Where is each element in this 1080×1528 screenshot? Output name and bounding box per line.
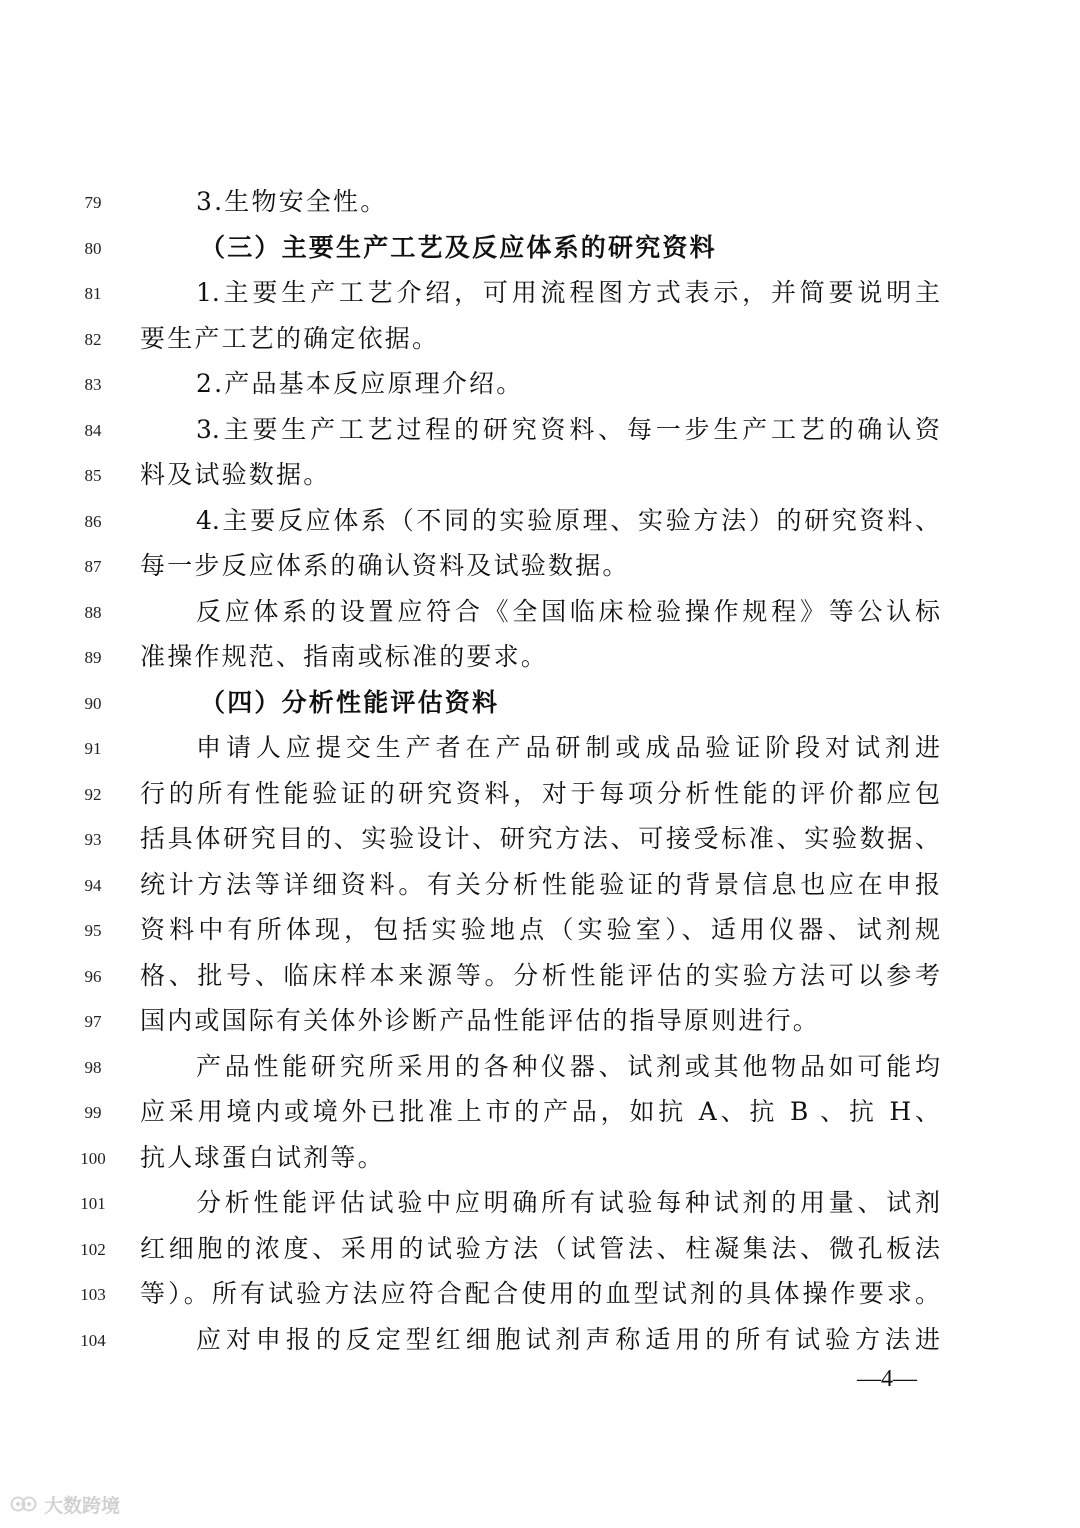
line-text: 要生产工艺的确定依据。 <box>140 324 440 353</box>
line-number: 104 <box>80 1331 106 1350</box>
heading-text: （三）主要生产工艺及反应体系的研究资料 <box>200 233 717 262</box>
line-text: 1.主要生产工艺介绍，可用流程图方式表示，并简要说明主 <box>196 278 940 307</box>
line-number: 79 <box>84 193 102 212</box>
line-text: 括具体研究目的、实验设计、研究方法、可接受标准、实验数据、 <box>140 824 940 853</box>
text-line <box>0 362 1080 407</box>
text-line <box>0 317 1080 362</box>
line-number: 83 <box>84 375 102 394</box>
text-line <box>0 817 1080 862</box>
text-line <box>0 999 1080 1044</box>
line-number: 93 <box>84 830 102 849</box>
text-line <box>0 408 1080 453</box>
line-number: 90 <box>84 694 102 713</box>
line-text: 抗人球蛋白试剂等。 <box>140 1143 385 1172</box>
text-line <box>0 863 1080 908</box>
line-text: 反应体系的设置应符合《全国临床检验操作规程》等公认标 <box>196 597 940 626</box>
line-text: 准操作规范、指南或标准的要求。 <box>140 642 549 671</box>
line-text: 每一步反应体系的确认资料及试验数据。 <box>140 551 630 580</box>
text-line <box>0 635 1080 680</box>
line-text: 4.主要反应体系（不同的实验原理、实验方法）的研究资料、 <box>196 506 940 535</box>
line-number: 89 <box>84 648 102 667</box>
line-number: 84 <box>84 421 102 440</box>
line-number: 88 <box>84 603 102 622</box>
watermark-text: 大数跨境 <box>44 1494 121 1517</box>
line-text: 应对申报的反定型红细胞试剂声称适用的所有试验方法进 <box>196 1325 940 1354</box>
text-line <box>0 1227 1080 1272</box>
line-text: 申请人应提交生产者在产品研制或成品验证阶段对试剂进 <box>196 733 940 762</box>
line-number: 85 <box>84 466 102 485</box>
line-number: 102 <box>80 1240 106 1259</box>
line-number: 103 <box>80 1285 106 1304</box>
text-line <box>0 908 1080 953</box>
line-number: 100 <box>80 1149 106 1168</box>
line-text: 等）。所有试验方法应符合配合使用的血型试剂的具体操作要求。 <box>140 1279 940 1308</box>
page-number: —4— <box>857 1366 917 1392</box>
text-line <box>0 1181 1080 1226</box>
text-line <box>0 180 1080 225</box>
text-line <box>0 544 1080 589</box>
section-heading <box>0 681 1080 726</box>
line-number: 91 <box>84 739 102 758</box>
line-text: 红细胞的浓度、采用的试验方法（试管法、柱凝集法、微孔板法 <box>140 1234 940 1263</box>
line-number: 94 <box>84 876 102 895</box>
watermark-logo-icon <box>10 1493 38 1515</box>
line-text: 国内或国际有关体外诊断产品性能评估的指导原则进行。 <box>140 1006 821 1035</box>
text-line <box>0 590 1080 635</box>
line-text: 2.产品基本反应原理介绍。 <box>196 369 524 398</box>
line-number: 98 <box>84 1058 102 1077</box>
line-text: 行的所有性能验证的研究资料，对于每项分析性能的评价都应包 <box>140 779 940 808</box>
line-number: 97 <box>84 1012 102 1031</box>
line-number: 86 <box>84 512 102 531</box>
text-line <box>0 954 1080 999</box>
text-line <box>0 1272 1080 1317</box>
watermark <box>10 1490 120 1518</box>
line-number: 92 <box>84 785 102 804</box>
line-text: 资料中有所体现，包括实验地点（实验室）、适用仪器、试剂规 <box>140 915 940 944</box>
line-number: 87 <box>84 557 102 576</box>
line-text: 料及试验数据。 <box>140 460 331 489</box>
text-line <box>0 271 1080 316</box>
text-line <box>0 1090 1080 1135</box>
line-number: 96 <box>84 967 102 986</box>
text-line <box>0 1318 1080 1363</box>
text-line <box>0 726 1080 771</box>
line-text: 3.主要生产工艺过程的研究资料、每一步生产工艺的确认资 <box>196 415 940 444</box>
section-heading <box>0 226 1080 271</box>
text-line <box>0 499 1080 544</box>
line-text: 产品性能研究所采用的各种仪器、试剂或其他物品如可能均 <box>196 1052 940 1081</box>
heading-text: （四）分析性能评估资料 <box>200 688 500 717</box>
text-line <box>0 453 1080 498</box>
line-number: 95 <box>84 921 102 940</box>
line-text: 统计方法等详细资料。有关分析性能验证的背景信息也应在申报 <box>140 870 940 899</box>
line-number: 82 <box>84 330 102 349</box>
line-text: 3.生物安全性。 <box>196 187 388 216</box>
line-text: 格、批号、临床样本来源等。分析性能评估的实验方法可以参考 <box>140 961 940 990</box>
line-number: 101 <box>80 1194 106 1213</box>
text-line <box>0 1045 1080 1090</box>
text-line <box>0 772 1080 817</box>
line-number: 81 <box>84 284 102 303</box>
line-number: 80 <box>84 239 102 258</box>
line-text: 应采用境内或境外已批准上市的产品，如抗 A、抗 B 、抗 H、 <box>140 1097 940 1126</box>
line-text: 分析性能评估试验中应明确所有试验每种试剂的用量、试剂 <box>196 1188 940 1217</box>
line-number: 99 <box>84 1103 102 1122</box>
text-line <box>0 1136 1080 1181</box>
